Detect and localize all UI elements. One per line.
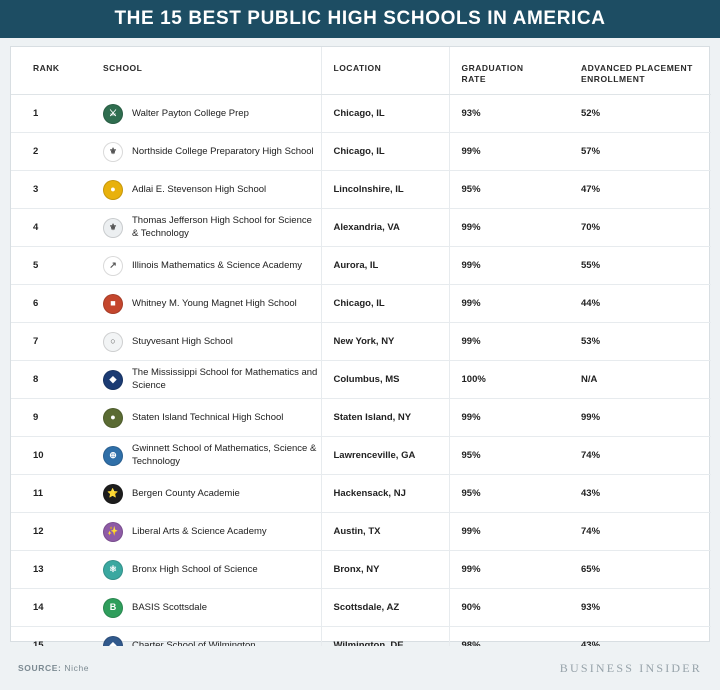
cell-school (89, 551, 321, 589)
ranking-card (10, 46, 710, 642)
table-row (11, 589, 711, 627)
school-crest-icon: ■ (103, 294, 123, 314)
school-cell (103, 104, 320, 124)
cell-school (89, 399, 321, 437)
cell-location: Austin, TX (321, 513, 449, 551)
cell-location: Lincolnshire, IL (321, 171, 449, 209)
school-cell (103, 332, 320, 352)
school-crest-icon: ◆ (103, 370, 123, 390)
school-cell (103, 180, 320, 200)
cell-school (89, 323, 321, 361)
cell-location: Chicago, IL (321, 95, 449, 133)
cell-school (89, 247, 321, 285)
cell-school (89, 437, 321, 475)
school-name: Adlai E. Stevenson High School (132, 183, 267, 195)
table-row (11, 285, 711, 323)
cell-location: Hackensack, NJ (321, 475, 449, 513)
cell-ap-enrollment: 99% (569, 399, 711, 437)
school-cell (103, 522, 320, 542)
cell-rank: 11 (11, 475, 89, 513)
cell-location: Columbus, MS (321, 361, 449, 399)
cell-school (89, 589, 321, 627)
school-crest-icon: ✨ (103, 522, 123, 542)
cell-rank: 13 (11, 551, 89, 589)
school-name: Gwinnett School of Mathematics, Science & Technology (132, 443, 317, 467)
cell-rank: 8 (11, 361, 89, 399)
cell-graduation-rate: 95% (449, 437, 569, 475)
cell-school (89, 475, 321, 513)
column-header-ap-enrollment (569, 47, 711, 95)
table-row (11, 171, 711, 209)
cell-graduation-rate: 90% (449, 589, 569, 627)
cell-location: Scottsdale, AZ (321, 589, 449, 627)
cell-location: New York, NY (321, 323, 449, 361)
cell-ap-enrollment: 57% (569, 133, 711, 171)
cell-graduation-rate: 99% (449, 513, 569, 551)
cell-school (89, 285, 321, 323)
school-name: Staten Island Technical High School (132, 411, 284, 423)
cell-rank: 14 (11, 589, 89, 627)
cell-rank: 12 (11, 513, 89, 551)
table-row (11, 95, 711, 133)
school-name: Illinois Mathematics & Science Academy (132, 259, 303, 271)
table-header-row (11, 47, 711, 95)
cell-graduation-rate: 99% (449, 209, 569, 247)
cell-location: Staten Island, NY (321, 399, 449, 437)
school-cell (103, 367, 320, 392)
table-body (11, 95, 711, 665)
column-header-rank: RANK (11, 47, 89, 95)
cell-location: Aurora, IL (321, 247, 449, 285)
school-crest-icon: ● (103, 180, 123, 200)
school-crest-icon: ⊕ (103, 446, 123, 466)
business-insider-logo: BUSINESS INSIDER (559, 660, 702, 675)
cell-graduation-rate: 95% (449, 475, 569, 513)
school-cell (103, 215, 320, 240)
school-crest-icon: ● (103, 408, 123, 428)
cell-school (89, 209, 321, 247)
cell-rank: 5 (11, 247, 89, 285)
cell-ap-enrollment: 55% (569, 247, 711, 285)
cell-ap-enrollment: 52% (569, 95, 711, 133)
column-header-location: LOCATION (321, 47, 449, 95)
school-cell (103, 484, 320, 504)
column-header-school: SCHOOL (89, 47, 321, 95)
column-header-graduation-rate (449, 47, 569, 95)
school-crest-icon: ○ (103, 332, 123, 352)
cell-graduation-rate: 99% (449, 247, 569, 285)
cell-location: Bronx, NY (321, 551, 449, 589)
school-name: The Mississippi School for Mathematics and Science (132, 367, 318, 391)
cell-ap-enrollment: 44% (569, 285, 711, 323)
table-row (11, 247, 711, 285)
cell-school (89, 171, 321, 209)
school-crest-icon: ⚜ (103, 218, 123, 238)
school-crest-icon: ⚜ (103, 142, 123, 162)
school-cell (103, 294, 320, 314)
table-row (11, 475, 711, 513)
ranking-table (11, 47, 711, 665)
school-name: Stuyvesant High School (132, 335, 233, 347)
school-name: Liberal Arts & Science Academy (132, 525, 267, 537)
source-label: SOURCE: (18, 663, 62, 673)
school-cell (103, 443, 320, 468)
table-row (11, 399, 711, 437)
cell-graduation-rate: 99% (449, 399, 569, 437)
school-cell (103, 598, 320, 618)
cell-ap-enrollment: 53% (569, 323, 711, 361)
cell-ap-enrollment: 65% (569, 551, 711, 589)
table-row (11, 209, 711, 247)
cell-rank: 10 (11, 437, 89, 475)
column-header-graduation-rate-line2: RATE (461, 73, 487, 84)
school-name: Bergen County Academie (132, 487, 240, 499)
source-credit (18, 663, 89, 673)
school-crest-icon: ↗ (103, 256, 123, 276)
school-cell (103, 142, 320, 162)
cell-location: Chicago, IL (321, 285, 449, 323)
cell-school (89, 95, 321, 133)
cell-school (89, 361, 321, 399)
school-name: Bronx High School of Science (132, 563, 258, 575)
school-crest-icon: B (103, 598, 123, 618)
school-cell (103, 256, 320, 276)
column-header-ap-enrollment-line1: ADVANCED PLACEMENT (581, 63, 693, 73)
cell-graduation-rate: 93% (449, 95, 569, 133)
cell-school (89, 513, 321, 551)
school-name: Northside College Preparatory High School (132, 145, 314, 157)
cell-ap-enrollment: 43% (569, 475, 711, 513)
cell-ap-enrollment: 74% (569, 513, 711, 551)
school-cell (103, 408, 320, 428)
cell-rank: 7 (11, 323, 89, 361)
source-value: Niche (64, 663, 90, 673)
table-row (11, 133, 711, 171)
cell-location: Alexandria, VA (321, 209, 449, 247)
column-header-ap-enrollment-line2: ENROLLMENT (581, 73, 646, 84)
cell-ap-enrollment: 70% (569, 209, 711, 247)
cell-rank: 6 (11, 285, 89, 323)
school-crest-icon: ⭐ (103, 484, 123, 504)
title-bar (0, 0, 720, 38)
page-title: THE 15 BEST PUBLIC HIGH SCHOOLS IN AMERICA (114, 8, 606, 29)
cell-ap-enrollment: 47% (569, 171, 711, 209)
cell-graduation-rate: 99% (449, 285, 569, 323)
cell-location: Lawrenceville, GA (321, 437, 449, 475)
table-row (11, 551, 711, 589)
footer (0, 646, 720, 690)
table-header (11, 47, 711, 95)
cell-graduation-rate: 99% (449, 551, 569, 589)
school-name: Thomas Jefferson High School for Science & Technology (132, 215, 312, 239)
table-row (11, 513, 711, 551)
cell-school (89, 133, 321, 171)
cell-rank: 1 (11, 95, 89, 133)
cell-rank: 3 (11, 171, 89, 209)
school-crest-icon: ⚛ (103, 560, 123, 580)
cell-ap-enrollment: 93% (569, 589, 711, 627)
table-row (11, 361, 711, 399)
cell-rank: 4 (11, 209, 89, 247)
cell-graduation-rate: 99% (449, 133, 569, 171)
school-crest-icon: ⚔ (103, 104, 123, 124)
cell-graduation-rate: 99% (449, 323, 569, 361)
table-row (11, 323, 711, 361)
cell-rank: 9 (11, 399, 89, 437)
school-name: Walter Payton College Prep (132, 107, 249, 119)
school-cell (103, 560, 320, 580)
cell-ap-enrollment: N/A (569, 361, 711, 399)
cell-ap-enrollment: 74% (569, 437, 711, 475)
column-header-graduation-rate-line1: GRADUATION (461, 63, 524, 73)
table-row (11, 437, 711, 475)
cell-graduation-rate: 95% (449, 171, 569, 209)
cell-location: Chicago, IL (321, 133, 449, 171)
school-name: BASIS Scottsdale (132, 601, 207, 613)
cell-graduation-rate: 100% (449, 361, 569, 399)
cell-rank: 2 (11, 133, 89, 171)
school-name: Whitney M. Young Magnet High School (132, 297, 297, 309)
